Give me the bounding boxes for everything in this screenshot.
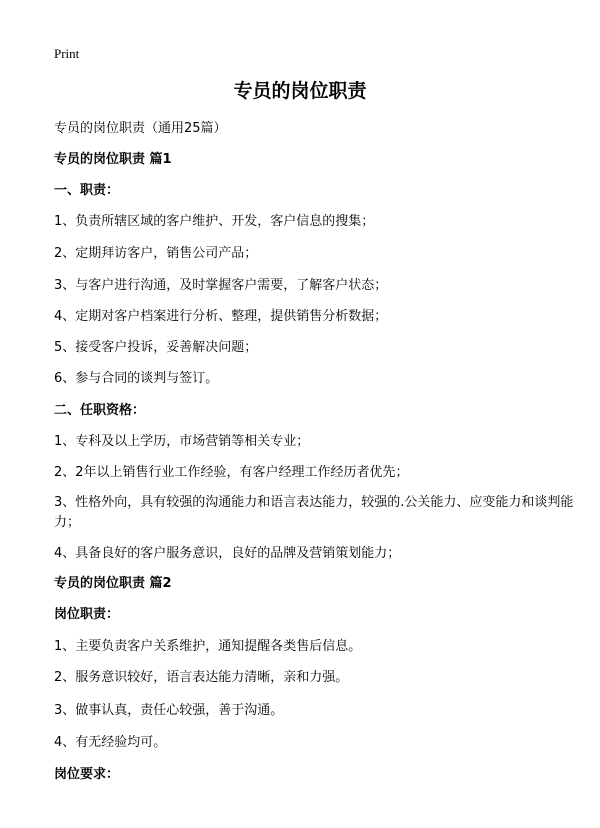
section1-qualification-item: 2、2年以上销售行业工作经验，有客户经理工作经历者优先； [54,465,409,480]
section1-duty-item: 5、接受客户投诉，妥善解决问题； [54,340,258,355]
section2-duties-heading: 岗位职责： [54,607,120,622]
section2-duty-item: 4、有无经验均可。 [54,735,167,750]
section1-qualification-item: 1、专科及以上学历，市场营销等相关专业； [54,434,310,449]
document-subtitle: 专员的岗位职责（通用25篇） [54,121,227,136]
section2-heading: 专员的岗位职责 篇2 [54,576,172,591]
section1-qualification-item: 4、具备良好的客户服务意识，良好的品牌及营销策划能力； [54,546,401,561]
section1-duties-heading: 一、职责： [54,183,120,198]
section2-duty-item: 3、做事认真，责任心较强，善于沟通。 [54,703,284,718]
section2-duty-item: 1、主要负责客户关系维护，通知提醒各类售后信息。 [54,639,362,654]
section2-requirements-heading: 岗位要求： [54,767,120,782]
section1-duty-item: 4、定期对客户档案进行分析、整理，提供销售分析数据； [54,309,388,324]
section1-qualifications-heading: 二、任职资格： [54,403,146,418]
section2-duty-item: 2、服务意识较好，语言表达能力清晰，亲和力强。 [54,670,349,685]
section1-duty-item: 3、与客户进行沟通，及时掌握客户需要，了解客户状态； [54,278,388,293]
section1-qualification-item: 3、性格外向，具有较强的沟通能力和语言表达能力，较强的.公关能力、应变能力和谈判能力； [54,495,574,530]
document-title: 专员的岗位职责 [233,80,367,102]
section1-heading: 专员的岗位职责 篇1 [54,152,172,167]
section1-duty-item: 6、参与合同的谈判与签订。 [54,371,219,386]
print-label: Print [54,46,80,61]
section1-duty-item: 1、负责所辖区域的客户维护、开发，客户信息的搜集； [54,214,375,229]
section1-duty-item: 2、定期拜访客户，销售公司产品； [54,246,258,261]
